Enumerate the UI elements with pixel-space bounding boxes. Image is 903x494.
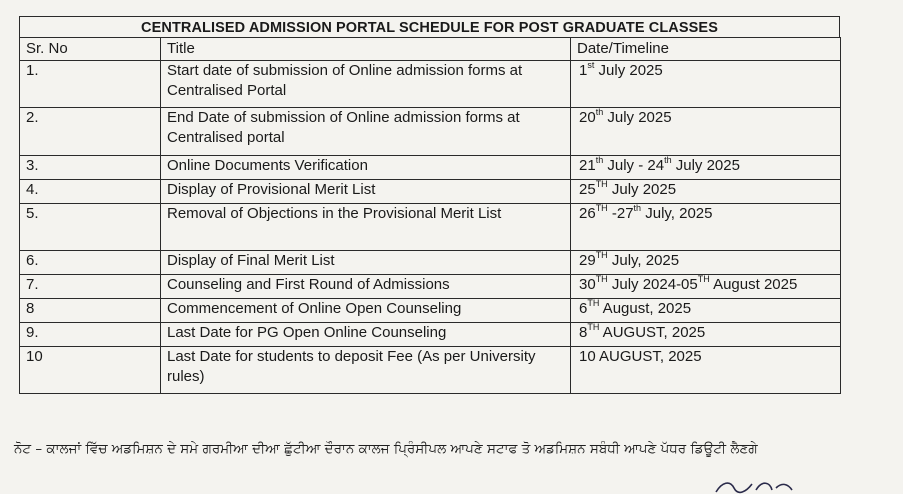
date-text: July - 24 xyxy=(603,157,665,174)
title-cell: Start date of submission of Online admission forms at Centralised Portal xyxy=(161,61,571,108)
sr-no-cell: 4. xyxy=(20,180,161,204)
date-text: July 2024-05 xyxy=(607,276,698,293)
ordinal-suffix: th xyxy=(633,203,642,213)
date-text: 29 xyxy=(579,252,596,269)
date-text: 8 xyxy=(579,324,588,341)
date-text: 30 xyxy=(579,276,596,293)
sr-no-cell: 7. xyxy=(20,275,161,299)
sr-no-cell: 3. xyxy=(20,156,161,180)
date-cell xyxy=(571,323,841,347)
date-cell xyxy=(571,108,841,156)
title-cell: Display of Final Merit List xyxy=(161,251,571,275)
date-cell xyxy=(571,156,841,180)
ordinal-suffix: TH xyxy=(587,298,600,308)
title-cell: Display of Provisional Merit List xyxy=(161,180,571,204)
table-row xyxy=(20,61,841,108)
date-text: 1 xyxy=(579,62,588,79)
title-cell: Last Date for students to deposit Fee (As per University rules) xyxy=(161,347,571,394)
date-text: 20 xyxy=(579,109,596,126)
schedule-table xyxy=(19,37,841,394)
header-row xyxy=(20,38,841,61)
sr-no-cell: 5. xyxy=(20,204,161,251)
date-cell xyxy=(571,251,841,275)
ordinal-suffix: TH xyxy=(595,274,608,284)
sr-no-cell: 6. xyxy=(20,251,161,275)
table-row xyxy=(20,299,841,323)
schedule-rows xyxy=(20,61,841,394)
title-cell: End Date of submission of Online admission forms at Centralised portal xyxy=(161,108,571,156)
table-row xyxy=(20,180,841,204)
date-text: August 2025 xyxy=(709,276,798,293)
date-text: July 2025 xyxy=(671,157,740,174)
title-cell: Removal of Objections in the Provisional Merit List xyxy=(161,204,571,251)
sr-no-cell: 1. xyxy=(20,61,161,108)
header-title: Title xyxy=(161,38,571,61)
table-row xyxy=(20,204,841,251)
ordinal-suffix: th xyxy=(595,107,604,117)
table-row xyxy=(20,323,841,347)
sr-no-cell: 8 xyxy=(20,299,161,323)
date-cell xyxy=(571,61,841,108)
table-row xyxy=(20,108,841,156)
ordinal-suffix: TH xyxy=(595,179,608,189)
punjabi-note: ਨੋਟ – ਕਾਲਜਾਂ ਵਿੱਚ ਅਡਮਿਸ਼ਨ ਦੇ ਸਮੇ ਗਰਮੀਆ ਦੀਆ ਛੁੱਟੀਆ ਦੌਰਾਨ ਕਾਲਜ ਪ੍ਰਿੰਸੀਪਲ ਆਪਣੇ ਸਟਾਫ ਤੋ ਅਡਮਿਸ਼ਨ ਸਬੰਧੀ ਆਪਣੇ ਪੱਧਰ ਡਿਊਟੀ ਲੈਣਗੇ xyxy=(14,441,758,457)
header-date-timeline: Date/Timeline xyxy=(571,38,841,61)
date-text: July 2025 xyxy=(594,62,663,79)
date-cell xyxy=(571,347,841,394)
date-text: 26 xyxy=(579,205,596,222)
ordinal-suffix: TH xyxy=(595,203,608,213)
date-text: August, 2025 xyxy=(599,300,692,317)
ordinal-suffix: TH xyxy=(595,250,608,260)
sr-no-cell: 2. xyxy=(20,108,161,156)
ordinal-suffix: TH xyxy=(697,274,710,284)
date-text: 21 xyxy=(579,157,596,174)
schedule-title: CENTRALISED ADMISSION PORTAL SCHEDULE FOR POST GRADUATE CLASSES xyxy=(19,16,840,38)
sr-no-cell: 10 xyxy=(20,347,161,394)
table-row xyxy=(20,275,841,299)
title-cell: Counseling and First Round of Admissions xyxy=(161,275,571,299)
table-row xyxy=(20,347,841,394)
title-cell: Last Date for PG Open Online Counseling xyxy=(161,323,571,347)
title-cell: Online Documents Verification xyxy=(161,156,571,180)
header-sr-no: Sr. No xyxy=(20,38,161,61)
date-cell xyxy=(571,275,841,299)
table-row xyxy=(20,251,841,275)
ordinal-suffix: th xyxy=(595,155,604,165)
date-cell xyxy=(571,299,841,323)
date-text: 10 AUGUST, 2025 xyxy=(579,348,702,365)
table-row xyxy=(20,156,841,180)
title-cell: Commencement of Online Open Counseling xyxy=(161,299,571,323)
date-text: July 2025 xyxy=(603,109,672,126)
date-text: July 2025 xyxy=(607,181,677,198)
sr-no-cell: 9. xyxy=(20,323,161,347)
date-text: July, 2025 xyxy=(607,252,680,269)
ordinal-suffix: TH xyxy=(587,322,600,332)
signature-mark xyxy=(712,478,812,494)
date-cell xyxy=(571,204,841,251)
date-text: -27 xyxy=(607,205,634,222)
ordinal-suffix: th xyxy=(664,155,672,165)
date-text: AUGUST, 2025 xyxy=(599,324,706,341)
date-text: 6 xyxy=(579,300,588,317)
date-text: July, 2025 xyxy=(641,205,713,222)
date-text: 25 xyxy=(579,181,596,198)
date-cell xyxy=(571,180,841,204)
ordinal-suffix: st xyxy=(587,60,595,70)
